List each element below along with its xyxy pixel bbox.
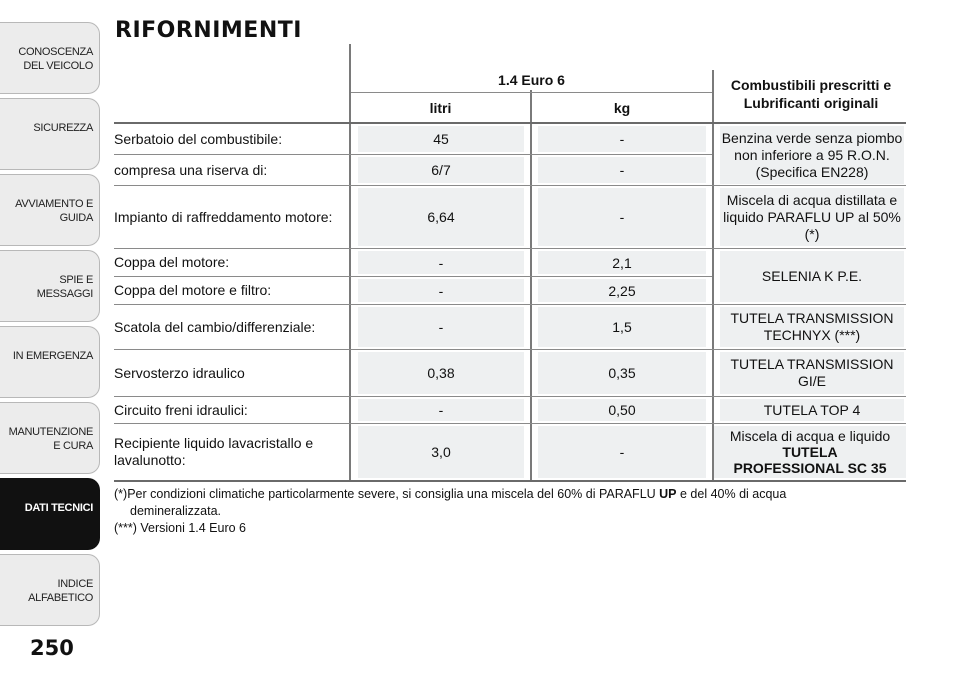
- cell-kg: 1,5: [538, 307, 706, 347]
- header-litri: litri: [429, 100, 452, 116]
- page-number: 250: [30, 636, 74, 660]
- cell-litri: 0,38: [358, 352, 524, 394]
- spec-text: TUTELA TRANSMISSION GI/E: [730, 356, 894, 389]
- row-label: Coppa del motore:: [114, 254, 230, 270]
- spec-text-bold: PROFESSIONAL SC 35: [733, 460, 887, 476]
- cell-kg: 0,50: [538, 399, 706, 421]
- row-label: Coppa del motore e filtro:: [114, 282, 272, 298]
- refueling-table: [114, 44, 906, 484]
- cell-litri: -: [358, 307, 524, 347]
- spec-steering: [720, 352, 904, 394]
- spec-text: Miscela di acqua distillata e liquido PARAFLU UP al 50% (*): [723, 191, 901, 242]
- spec-text: TUTELA TRANSMISSION TECHNYX (***): [730, 310, 894, 343]
- footnote-text: (*)Per condizioni climatiche particolarmente severe, si consiglia una miscela del 60% di PARAFLU: [114, 487, 660, 501]
- cell-kg: -: [538, 126, 706, 152]
- cell-litri: -: [358, 251, 524, 274]
- tab-label: DATI TECNICI: [24, 502, 93, 514]
- row-label: compresa una riserva di:: [114, 161, 268, 178]
- cell-kg: 2,1: [538, 251, 706, 274]
- header-kg: kg: [613, 100, 631, 116]
- column-divider: [530, 90, 532, 480]
- tab-label: SPIE E MESSAGGI: [36, 274, 93, 300]
- tab-in-emergenza[interactable]: [0, 326, 100, 398]
- row-label: Servosterzo idraulico: [114, 364, 245, 381]
- footnote-text: e del 40% di acqua: [676, 487, 787, 501]
- footnote-bold: UP: [659, 487, 677, 501]
- tab-label: CONOSCENZA DEL VEICOLO: [18, 46, 93, 72]
- spec-text: SELENIA K P.E.: [761, 268, 863, 284]
- tab-indice-alfabetico[interactable]: [0, 554, 100, 626]
- spec-gearbox: [720, 307, 904, 347]
- row-label: Scatola del cambio/differenziale:: [114, 318, 316, 335]
- spec-coolant: [720, 188, 904, 246]
- spec-text-bold: TUTELA: [782, 444, 838, 460]
- column-divider: [712, 70, 714, 480]
- cell-litri: 6,64: [358, 188, 524, 246]
- footnote-1: [114, 486, 904, 503]
- cell-litri: -: [358, 279, 524, 302]
- footnote-2: (***) Versioni 1.4 Euro 6: [114, 521, 247, 535]
- row-label: Impianto di raffreddamento motore:: [114, 208, 333, 225]
- tab-label: IN EMERGENZA: [12, 350, 93, 362]
- cell-kg: -: [538, 157, 706, 183]
- tab-label: AVVIAMENTO E GUIDA: [15, 198, 93, 224]
- tab-label: MANUTENZIONE E CURA: [8, 426, 93, 452]
- tab-avviamento-e-guida[interactable]: [0, 174, 100, 246]
- spec-text: TUTELA TOP 4: [763, 401, 861, 418]
- row-divider: [351, 92, 712, 93]
- spec-text: Miscela di acqua e liquido: [729, 428, 891, 444]
- tab-manutenzione-e-cura[interactable]: [0, 402, 100, 474]
- spec-text: Benzina verde senza piombo non inferiore a 95 R.O.N. (Specifica EN228): [721, 129, 903, 180]
- cell-kg: 2,25: [538, 279, 706, 302]
- tab-label: SICUREZZA: [33, 122, 93, 134]
- spec-washer: [714, 426, 906, 478]
- table-bottom-rule: [114, 480, 906, 482]
- footnote-1-cont: demineralizzata.: [130, 504, 222, 518]
- row-label: Circuito freni idraulici:: [114, 401, 248, 418]
- tab-spie-e-messaggi[interactable]: [0, 250, 100, 322]
- spec-engine-oil: [720, 251, 904, 302]
- tab-conoscenza-del-veicolo[interactable]: [0, 22, 100, 94]
- page-title: RIFORNIMENTI: [115, 18, 302, 43]
- cell-litri: 3,0: [358, 426, 524, 478]
- row-label: Recipiente liquido lavacristallo e lavalunotto:: [114, 435, 314, 468]
- cell-kg: -: [538, 188, 706, 246]
- row-label: Serbatoio del combustibile:: [114, 130, 283, 147]
- cell-litri: -: [358, 399, 524, 421]
- cell-litri: 45: [358, 126, 524, 152]
- engine-header: 1.4 Euro 6: [498, 72, 565, 88]
- spec-fuel: [720, 126, 904, 184]
- tab-dati-tecnici[interactable]: [0, 478, 100, 550]
- cell-litri: 6/7: [358, 157, 524, 183]
- tab-label: INDICE ALFABETICO: [28, 578, 93, 604]
- spec-header: Combustibili prescritti e Lubrificanti originali: [730, 77, 892, 111]
- footnotes: [114, 486, 904, 537]
- cell-kg: -: [538, 426, 706, 478]
- spec-brakes: [720, 399, 904, 421]
- tab-sicurezza[interactable]: [0, 98, 100, 170]
- cell-kg: 0,35: [538, 352, 706, 394]
